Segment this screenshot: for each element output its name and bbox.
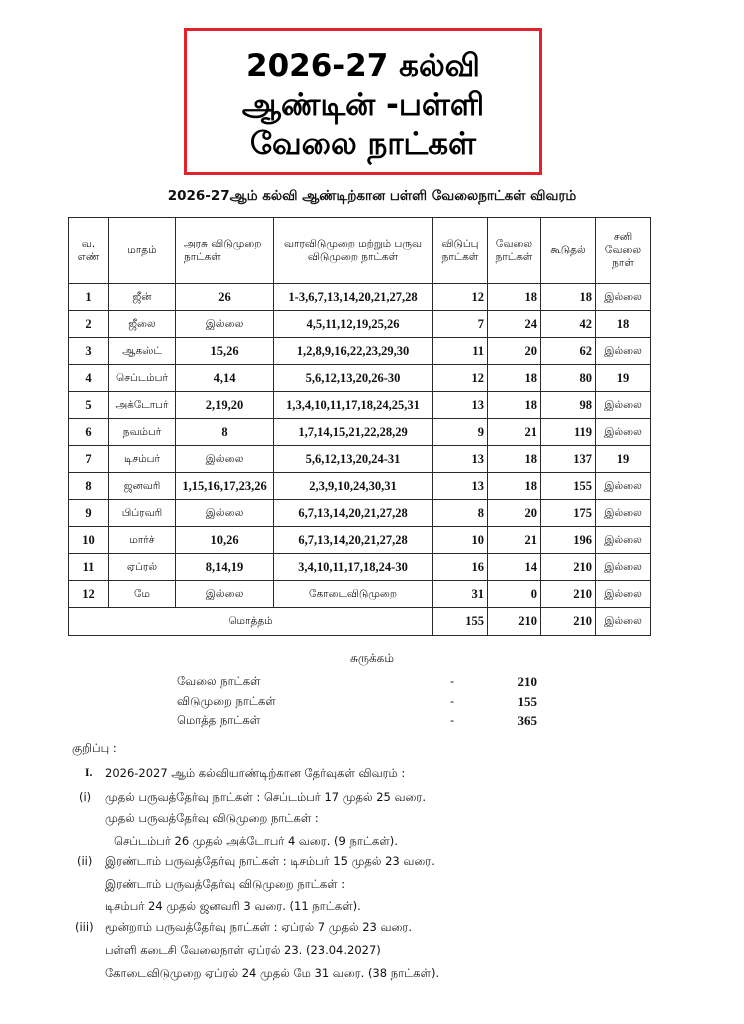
cell-serial-no: 1 <box>69 284 109 311</box>
cell-working-days: 18 <box>488 365 541 392</box>
cell-weekend-term-holidays: கோடைவிடுமுறை <box>274 581 433 608</box>
table-row <box>69 392 651 419</box>
cell-month: ஏப்ரல் <box>109 554 176 581</box>
cell-govt-holidays: இல்லை <box>176 500 274 527</box>
total-cumulative: 210 <box>541 608 596 636</box>
cell-working-days: 21 <box>488 527 541 554</box>
cell-saturday-working: இல்லை <box>596 419 651 446</box>
header-month <box>109 218 176 284</box>
total-saturday-working: இல்லை <box>596 608 651 636</box>
term-marker: (i) <box>79 790 92 804</box>
header-saturday-working <box>596 218 651 284</box>
summary-title: சுருக்கம் <box>350 651 394 665</box>
summary-label: மொத்த நாட்கள் <box>177 713 261 727</box>
summary-dash: - <box>450 693 455 708</box>
cell-weekend-term-holidays: 5,6,12,13,20,26-30 <box>274 365 433 392</box>
cell-saturday-working: இல்லை <box>596 473 651 500</box>
term-line: மூன்றாம் பருவத்தேர்வு நாட்கள் : ஏப்ரல் 7 முதல் 23 வரை. <box>105 920 412 934</box>
cell-saturday-working: இல்லை <box>596 500 651 527</box>
cell-month: பிப்ரவரி <box>109 500 176 527</box>
cell-serial-no: 3 <box>69 338 109 365</box>
header-text: எண் <box>77 250 100 263</box>
notes-heading: குறிப்பு : <box>72 741 117 755</box>
cell-cumulative: 210 <box>541 554 596 581</box>
header-leave-days <box>433 218 488 284</box>
cell-cumulative: 210 <box>541 581 596 608</box>
summary-list <box>177 672 537 731</box>
cell-serial-no: 6 <box>69 419 109 446</box>
cell-working-days: 20 <box>488 500 541 527</box>
header-text: விடுமுறை நாட்கள் <box>307 250 399 263</box>
table-row <box>69 338 651 365</box>
cell-saturday-working: இல்லை <box>596 392 651 419</box>
cell-saturday-working: இல்லை <box>596 284 651 311</box>
cell-working-days: 18 <box>488 446 541 473</box>
header-text: வாரவிடுமுறை மற்றும் பருவ <box>283 237 423 250</box>
summary-dash: - <box>450 713 455 727</box>
cell-leave-days: 12 <box>433 365 488 392</box>
cell-month: டிசம்பர் <box>109 446 176 473</box>
term-line: முதல் பருவத்தேர்வு நாட்கள் : செப்டம்பர் 17 முதல் 25 வரை. <box>105 790 426 804</box>
cell-weekend-term-holidays: 2,3,9,10,24,30,31 <box>274 473 433 500</box>
cell-govt-holidays: 15,26 <box>176 338 274 365</box>
cell-weekend-term-holidays: 1-3,6,7,13,14,20,21,27,28 <box>274 284 433 311</box>
cell-govt-holidays: இல்லை <box>176 581 274 608</box>
cell-cumulative: 62 <box>541 338 596 365</box>
term-line: இரண்டாம் பருவத்தேர்வு விடுமுறை நாட்கள் : <box>105 877 346 891</box>
header-text: நாட்கள் <box>441 250 479 263</box>
cell-govt-holidays: 10,26 <box>176 527 274 554</box>
cell-saturday-working: 19 <box>596 365 651 392</box>
term-line: கோடைவிடுமுறை ஏப்ரல் 24 முதல் மே 31 வரை. (38 நாட்கள்). <box>105 966 440 980</box>
table-row <box>69 311 651 338</box>
header-govt-holidays <box>176 218 274 284</box>
cell-working-days: 14 <box>488 554 541 581</box>
cell-govt-holidays: 2,19,20 <box>176 392 274 419</box>
cell-serial-no: 7 <box>69 446 109 473</box>
table-row <box>69 500 651 527</box>
cell-cumulative: 137 <box>541 446 596 473</box>
cell-working-days: 18 <box>488 284 541 311</box>
term-marker: (iii) <box>75 920 94 934</box>
cell-leave-days: 13 <box>433 392 488 419</box>
cell-month: அக்டோபர் <box>109 392 176 419</box>
header-text: வ. <box>81 237 96 250</box>
cell-weekend-term-holidays: 5,6,12,13,20,24-31 <box>274 446 433 473</box>
cell-govt-holidays: 8,14,19 <box>176 554 274 581</box>
cell-govt-holidays: இல்லை <box>176 446 274 473</box>
summary-row <box>177 711 537 731</box>
cell-working-days: 0 <box>488 581 541 608</box>
cell-serial-no: 9 <box>69 500 109 527</box>
cell-serial-no: 11 <box>69 554 109 581</box>
cell-serial-no: 12 <box>69 581 109 608</box>
title-line: ஆண்டின் -பள்ளி <box>241 87 485 123</box>
cell-month: ஜீன் <box>109 284 176 311</box>
cell-month: மார்ச் <box>109 527 176 554</box>
summary-label: விடுமுறை நாட்கள் <box>177 693 276 708</box>
cell-weekend-term-holidays: 4,5,11,12,19,25,26 <box>274 311 433 338</box>
cell-leave-days: 12 <box>433 284 488 311</box>
cell-saturday-working: இல்லை <box>596 527 651 554</box>
cell-leave-days: 9 <box>433 419 488 446</box>
header-text: விடுப்பு <box>441 237 479 250</box>
cell-serial-no: 10 <box>69 527 109 554</box>
cell-cumulative: 119 <box>541 419 596 446</box>
term-line: இரண்டாம் பருவத்தேர்வு நாட்கள் : டிசம்பர் 15 முதல் 23 வரை. <box>105 854 435 868</box>
total-working-days: 210 <box>488 608 541 636</box>
notes-section-marker: I. <box>85 767 93 779</box>
cell-govt-holidays: இல்லை <box>176 311 274 338</box>
cell-saturday-working: இல்லை <box>596 554 651 581</box>
cell-working-days: 21 <box>488 419 541 446</box>
header-cumulative <box>541 218 596 284</box>
table-body <box>69 284 651 608</box>
cell-month: ஆகஸ்ட் <box>109 338 176 365</box>
summary-value: 210 <box>517 674 537 689</box>
cell-govt-holidays: 4,14 <box>176 365 274 392</box>
table-row <box>69 554 651 581</box>
term-line: டிசம்பர் 24 முதல் ஜனவரி 3 வரை. (11 நாட்கள்). <box>105 899 361 913</box>
cell-weekend-term-holidays: 1,3,4,10,11,17,18,24,25,31 <box>274 392 433 419</box>
table-row <box>69 446 651 473</box>
header-text: வேலை <box>495 237 533 250</box>
cell-leave-days: 11 <box>433 338 488 365</box>
cell-working-days: 20 <box>488 338 541 365</box>
header-text: நாட்கள் <box>495 250 533 263</box>
total-row <box>69 608 651 636</box>
cell-weekend-term-holidays: 3,4,10,11,17,18,24-30 <box>274 554 433 581</box>
header-working-days <box>488 218 541 284</box>
header-text: மாதம் <box>127 244 157 256</box>
term-line: செப்டம்பர் 26 முதல் அக்டோபர் 4 வரை. (9 நாட்கள்). <box>114 834 398 848</box>
cell-cumulative: 80 <box>541 365 596 392</box>
cell-leave-days: 8 <box>433 500 488 527</box>
title-box <box>184 28 542 175</box>
cell-serial-no: 4 <box>69 365 109 392</box>
notes-section-title: 2026-2027 ஆம் கல்வியாண்டிற்கான தேர்வுகள் விவரம் : <box>105 766 406 780</box>
cell-cumulative: 18 <box>541 284 596 311</box>
total-leave-days: 155 <box>433 608 488 636</box>
cell-serial-no: 8 <box>69 473 109 500</box>
table-caption: 2026-27ஆம் கல்வி ஆண்டிற்கான பள்ளி வேலைநாட்கள் விவரம் <box>167 188 577 204</box>
cell-govt-holidays: 1,15,16,17,23,26 <box>176 473 274 500</box>
summary-value: 155 <box>517 693 537 709</box>
header-row <box>69 218 651 284</box>
title-line: 2026-27 கல்வி <box>246 48 480 84</box>
cell-saturday-working: 19 <box>596 446 651 473</box>
cell-weekend-term-holidays: 1,2,8,9,16,22,23,29,30 <box>274 338 433 365</box>
title-line: வேலை நாட்கள் <box>249 126 477 162</box>
header-text: அரசு விடுமுறை <box>184 237 262 250</box>
table-row <box>69 473 651 500</box>
cell-weekend-term-holidays: 6,7,13,14,20,21,27,28 <box>274 500 433 527</box>
table-row <box>69 365 651 392</box>
term-marker: (ii) <box>77 854 93 868</box>
cell-cumulative: 42 <box>541 311 596 338</box>
cell-leave-days: 31 <box>433 581 488 608</box>
cell-saturday-working: இல்லை <box>596 338 651 365</box>
cell-leave-days: 10 <box>433 527 488 554</box>
cell-cumulative: 196 <box>541 527 596 554</box>
cell-cumulative: 98 <box>541 392 596 419</box>
cell-month: மே <box>109 581 176 608</box>
cell-month: செப்டம்பர் <box>109 365 176 392</box>
summary-row <box>177 672 537 692</box>
cell-leave-days: 13 <box>433 473 488 500</box>
cell-working-days: 18 <box>488 392 541 419</box>
cell-govt-holidays: 8 <box>176 419 274 446</box>
summary-label: வேலை நாட்கள் <box>177 674 261 688</box>
working-days-table <box>68 217 651 636</box>
cell-leave-days: 7 <box>433 311 488 338</box>
cell-saturday-working: இல்லை <box>596 581 651 608</box>
cell-govt-holidays: 26 <box>176 284 274 311</box>
cell-saturday-working: 18 <box>596 311 651 338</box>
table-row <box>69 527 651 554</box>
summary-value: 365 <box>517 713 537 728</box>
header-text: நாள் <box>612 257 634 269</box>
summary-dash: - <box>450 674 455 688</box>
cell-serial-no: 2 <box>69 311 109 338</box>
cell-month: ஜீலை <box>109 311 176 338</box>
cell-month: ஜனவரி <box>109 473 176 500</box>
header-serial-no <box>69 218 109 284</box>
term-line: முதல் பருவத்தேர்வு விடுமுறை நாட்கள் : <box>105 811 319 825</box>
header-text: கூடுதல் <box>550 244 586 256</box>
cell-working-days: 24 <box>488 311 541 338</box>
summary-row <box>177 692 537 712</box>
header-text: நாட்கள் <box>184 250 221 263</box>
total-label: மொத்தம் <box>69 608 433 636</box>
cell-cumulative: 155 <box>541 473 596 500</box>
cell-leave-days: 13 <box>433 446 488 473</box>
cell-working-days: 18 <box>488 473 541 500</box>
cell-weekend-term-holidays: 1,7,14,15,21,22,28,29 <box>274 419 433 446</box>
cell-serial-no: 5 <box>69 392 109 419</box>
cell-leave-days: 16 <box>433 554 488 581</box>
header-weekend-term-holidays <box>274 218 433 284</box>
cell-weekend-term-holidays: 6,7,13,14,20,21,27,28 <box>274 527 433 554</box>
term-line: பள்ளி கடைசி வேலைநாள் ஏப்ரல் 23. (23.04.2027) <box>105 943 381 957</box>
header-text: சனி <box>613 231 633 243</box>
header-text: வேலை <box>604 244 642 256</box>
cell-month: நவம்பர் <box>109 419 176 446</box>
table-row <box>69 419 651 446</box>
table-row <box>69 284 651 311</box>
table-row <box>69 581 651 608</box>
cell-cumulative: 175 <box>541 500 596 527</box>
